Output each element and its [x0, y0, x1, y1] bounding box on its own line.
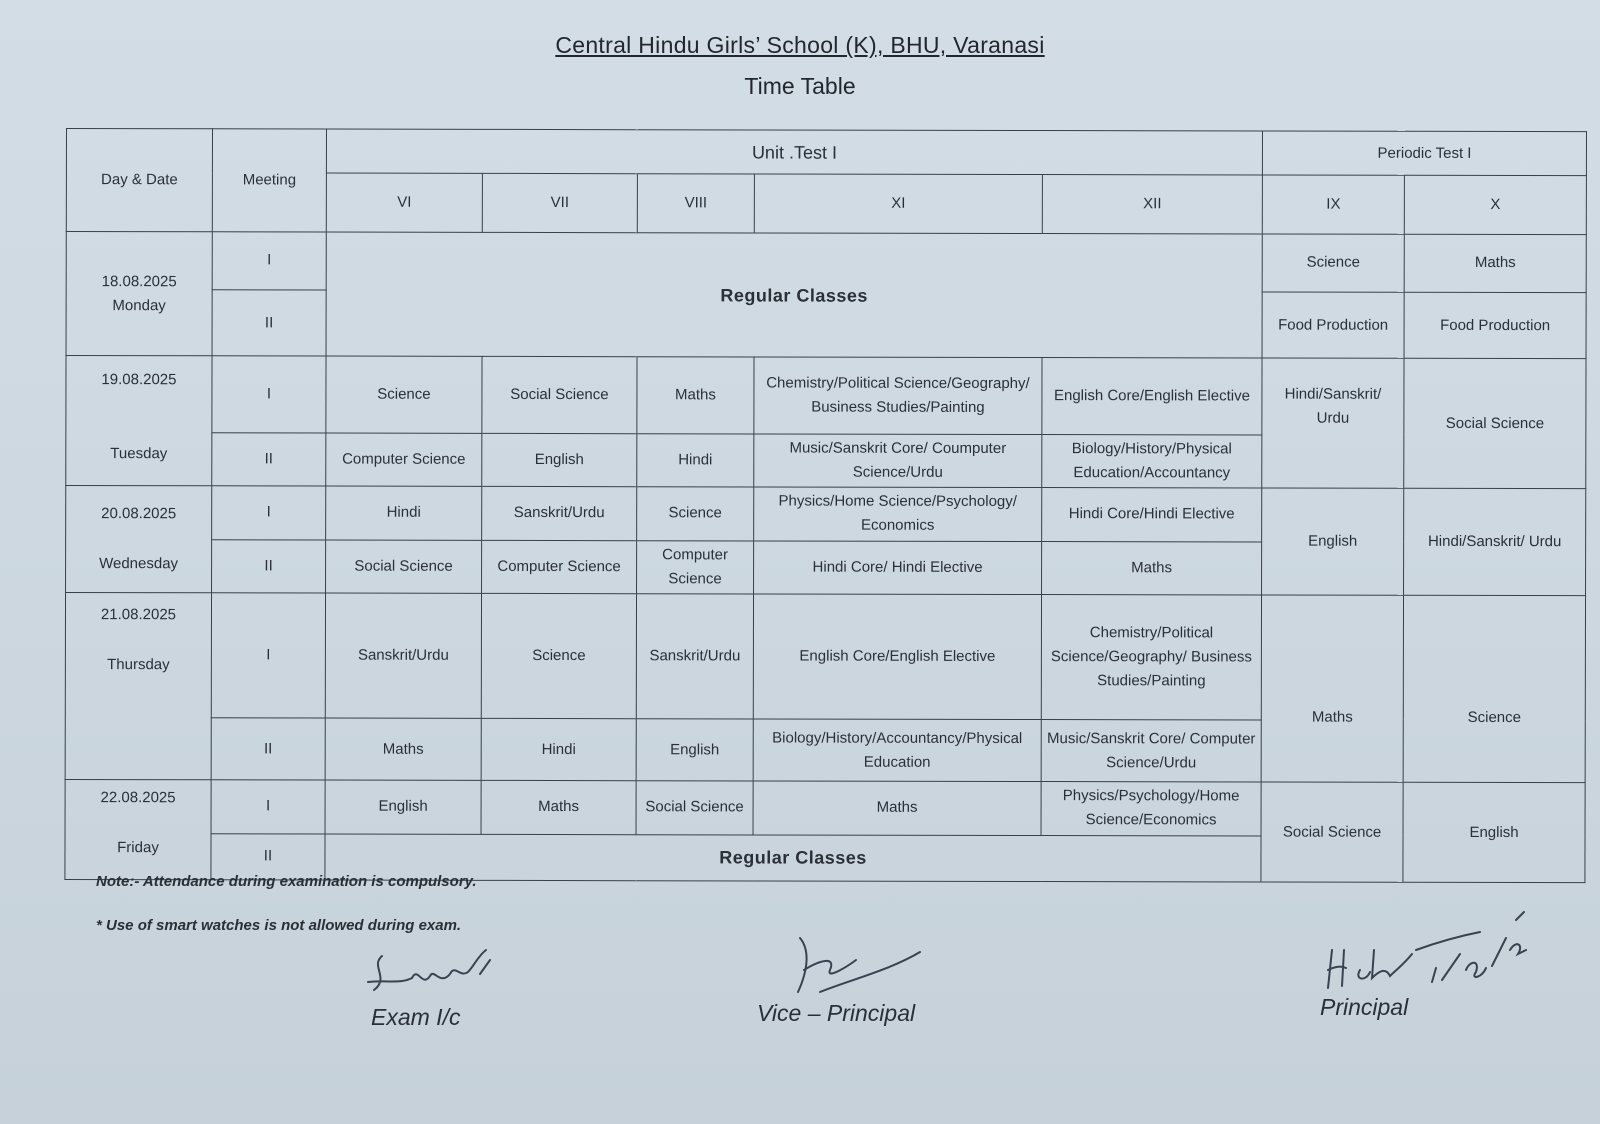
- exam-cell: Hindi/Sanskrit/ Urdu: [1404, 489, 1586, 596]
- exam-cell: Maths: [1261, 595, 1403, 783]
- exam-cell: Computer Science: [482, 540, 637, 594]
- regular-classes-cell: Regular Classes: [326, 232, 1262, 359]
- vice-principal-signature: [790, 930, 940, 1010]
- exam-cell: Hindi Core/Hindi Elective: [1042, 488, 1262, 542]
- meeting-cell: I: [212, 356, 326, 433]
- school-name: Central Hindu Girls’ School (K), BHU, Varanasi: [555, 32, 1045, 58]
- exam-cell: Maths: [325, 718, 481, 781]
- weekday: Monday: [112, 296, 166, 314]
- table-row: [65, 593, 1585, 721]
- header-row-1: [66, 129, 1586, 176]
- meeting-cell: II: [211, 718, 325, 781]
- day-date-cell: [66, 356, 212, 486]
- exam-cell: Maths: [1404, 234, 1586, 293]
- exam-cell: Hindi Core/ Hindi Elective: [754, 541, 1042, 595]
- exam-cell: Music/Sanskrit Core/ Computer Science/Urdu: [1041, 719, 1261, 782]
- vice-principal-label: Vice – Principal: [757, 1000, 916, 1026]
- exam-cell: Hindi: [481, 718, 636, 781]
- exam-cell: Biology/History/Accountancy/Physical Education: [753, 719, 1041, 782]
- exam-cell: English: [636, 719, 753, 782]
- exam-cell: Science: [326, 357, 482, 434]
- date: 22.08.2025: [100, 789, 176, 807]
- meeting-cell: II: [212, 539, 326, 593]
- exam-cell: Hindi: [637, 434, 754, 488]
- exam-cell: Social Science: [636, 781, 753, 835]
- date: 19.08.2025: [101, 371, 177, 389]
- class-header: VI: [326, 173, 482, 232]
- exam-cell: Computer Science: [637, 540, 754, 594]
- exam-cell: Biology/History/Physical Education/Accountancy: [1042, 435, 1262, 489]
- weekday: Friday: [117, 839, 159, 857]
- exam-cell: English Core/English Elective: [1042, 358, 1262, 435]
- exam-cell: Computer Science: [326, 433, 482, 487]
- header-day-date: Day & Date: [66, 129, 212, 232]
- weekday: Thursday: [107, 656, 170, 674]
- exam-cell: Maths: [481, 781, 636, 835]
- day-date-cell: [66, 231, 212, 356]
- exam-cell: English: [325, 780, 481, 834]
- exam-cell: English Core/English Elective: [753, 594, 1041, 719]
- date: 21.08.2025: [100, 606, 177, 624]
- class-header: VII: [482, 174, 637, 233]
- meeting-cell: II: [211, 833, 325, 880]
- table-row: [65, 780, 1585, 837]
- regular-classes-cell: Regular Classes: [325, 834, 1261, 882]
- header-periodic-test: Periodic Test I: [1262, 131, 1586, 176]
- meeting-cell: II: [212, 290, 326, 357]
- exam-cell: Chemistry/Political Science/Geography/ Business Studies/Painting: [1041, 595, 1261, 720]
- table-row: [66, 231, 1586, 293]
- weekday: Tuesday: [110, 445, 168, 463]
- exam-cell: Social Science: [1261, 782, 1403, 882]
- day-date-cell: [65, 780, 211, 880]
- meeting-cell: I: [211, 593, 325, 718]
- exam-cell: Social Science: [482, 357, 637, 434]
- exam-cell: Science: [1262, 234, 1404, 293]
- class-header: X: [1404, 176, 1586, 235]
- exam-cell: Chemistry/Political Science/Geography/ Business Studies/Painting: [754, 357, 1042, 434]
- exam-cell: Sanskrit/Urdu: [482, 487, 637, 541]
- exam-cell: Food Production: [1262, 292, 1404, 359]
- meeting-cell: I: [212, 231, 326, 290]
- class-header: XI: [754, 174, 1042, 233]
- note-smart-watches: * Use of smart watches is not allowed during exam.: [96, 917, 462, 934]
- principal-label: Principal: [1320, 994, 1409, 1020]
- exam-cell: Social Science: [1404, 359, 1586, 489]
- exam-cell: Science: [481, 593, 636, 718]
- exam-cell: Maths: [753, 781, 1041, 835]
- principal-signature: [1320, 910, 1540, 1000]
- exam-ic-label: Exam I/c: [371, 1004, 461, 1030]
- exam-cell: Sanskrit/Urdu: [325, 593, 481, 718]
- exam-ic-signature: [360, 948, 500, 1008]
- exam-cell: Food Production: [1404, 292, 1586, 359]
- exam-cell: Hindi/Sanskrit/ Urdu: [1262, 358, 1404, 488]
- class-header: XII: [1042, 175, 1262, 234]
- header-unit-test: Unit .Test I: [326, 129, 1262, 175]
- meeting-cell: II: [212, 433, 326, 487]
- page-title: Time Table: [744, 73, 856, 99]
- meeting-cell: I: [211, 780, 325, 834]
- weekday: Wednesday: [99, 555, 179, 573]
- exam-cell: Social Science: [326, 540, 482, 594]
- exam-cell: Maths: [637, 357, 754, 434]
- exam-cell: English: [1262, 488, 1404, 595]
- timetable: [64, 128, 1587, 883]
- exam-cell: Physics/Psychology/Home Science/Economics: [1041, 782, 1261, 836]
- exam-cell: Sanskrit/Urdu: [636, 594, 753, 719]
- table-row: [66, 356, 1586, 436]
- exam-cell: English: [482, 433, 637, 487]
- exam-cell: Science: [1403, 595, 1585, 783]
- header-meeting: Meeting: [212, 129, 326, 232]
- meeting-cell: I: [212, 486, 326, 540]
- day-date-cell: [66, 486, 212, 593]
- exam-cell: Science: [637, 487, 754, 541]
- exam-cell: Hindi: [326, 486, 482, 540]
- class-header: IX: [1262, 175, 1404, 234]
- exam-cell: Music/Sanskrit Core/ Coumputer Science/Urdu: [754, 434, 1042, 488]
- date: 20.08.2025: [101, 505, 177, 523]
- exam-cell: English: [1403, 783, 1585, 883]
- note-attendance: Note:- Attendance during examination is compulsory.: [96, 873, 477, 890]
- table-row: [66, 486, 1586, 543]
- exam-cell: Physics/Home Science/Psychology/ Economics: [754, 487, 1042, 541]
- class-header: VIII: [637, 174, 754, 233]
- day-date-cell: [65, 593, 211, 781]
- exam-cell: Maths: [1042, 541, 1262, 595]
- date: 18.08.2025: [101, 272, 177, 290]
